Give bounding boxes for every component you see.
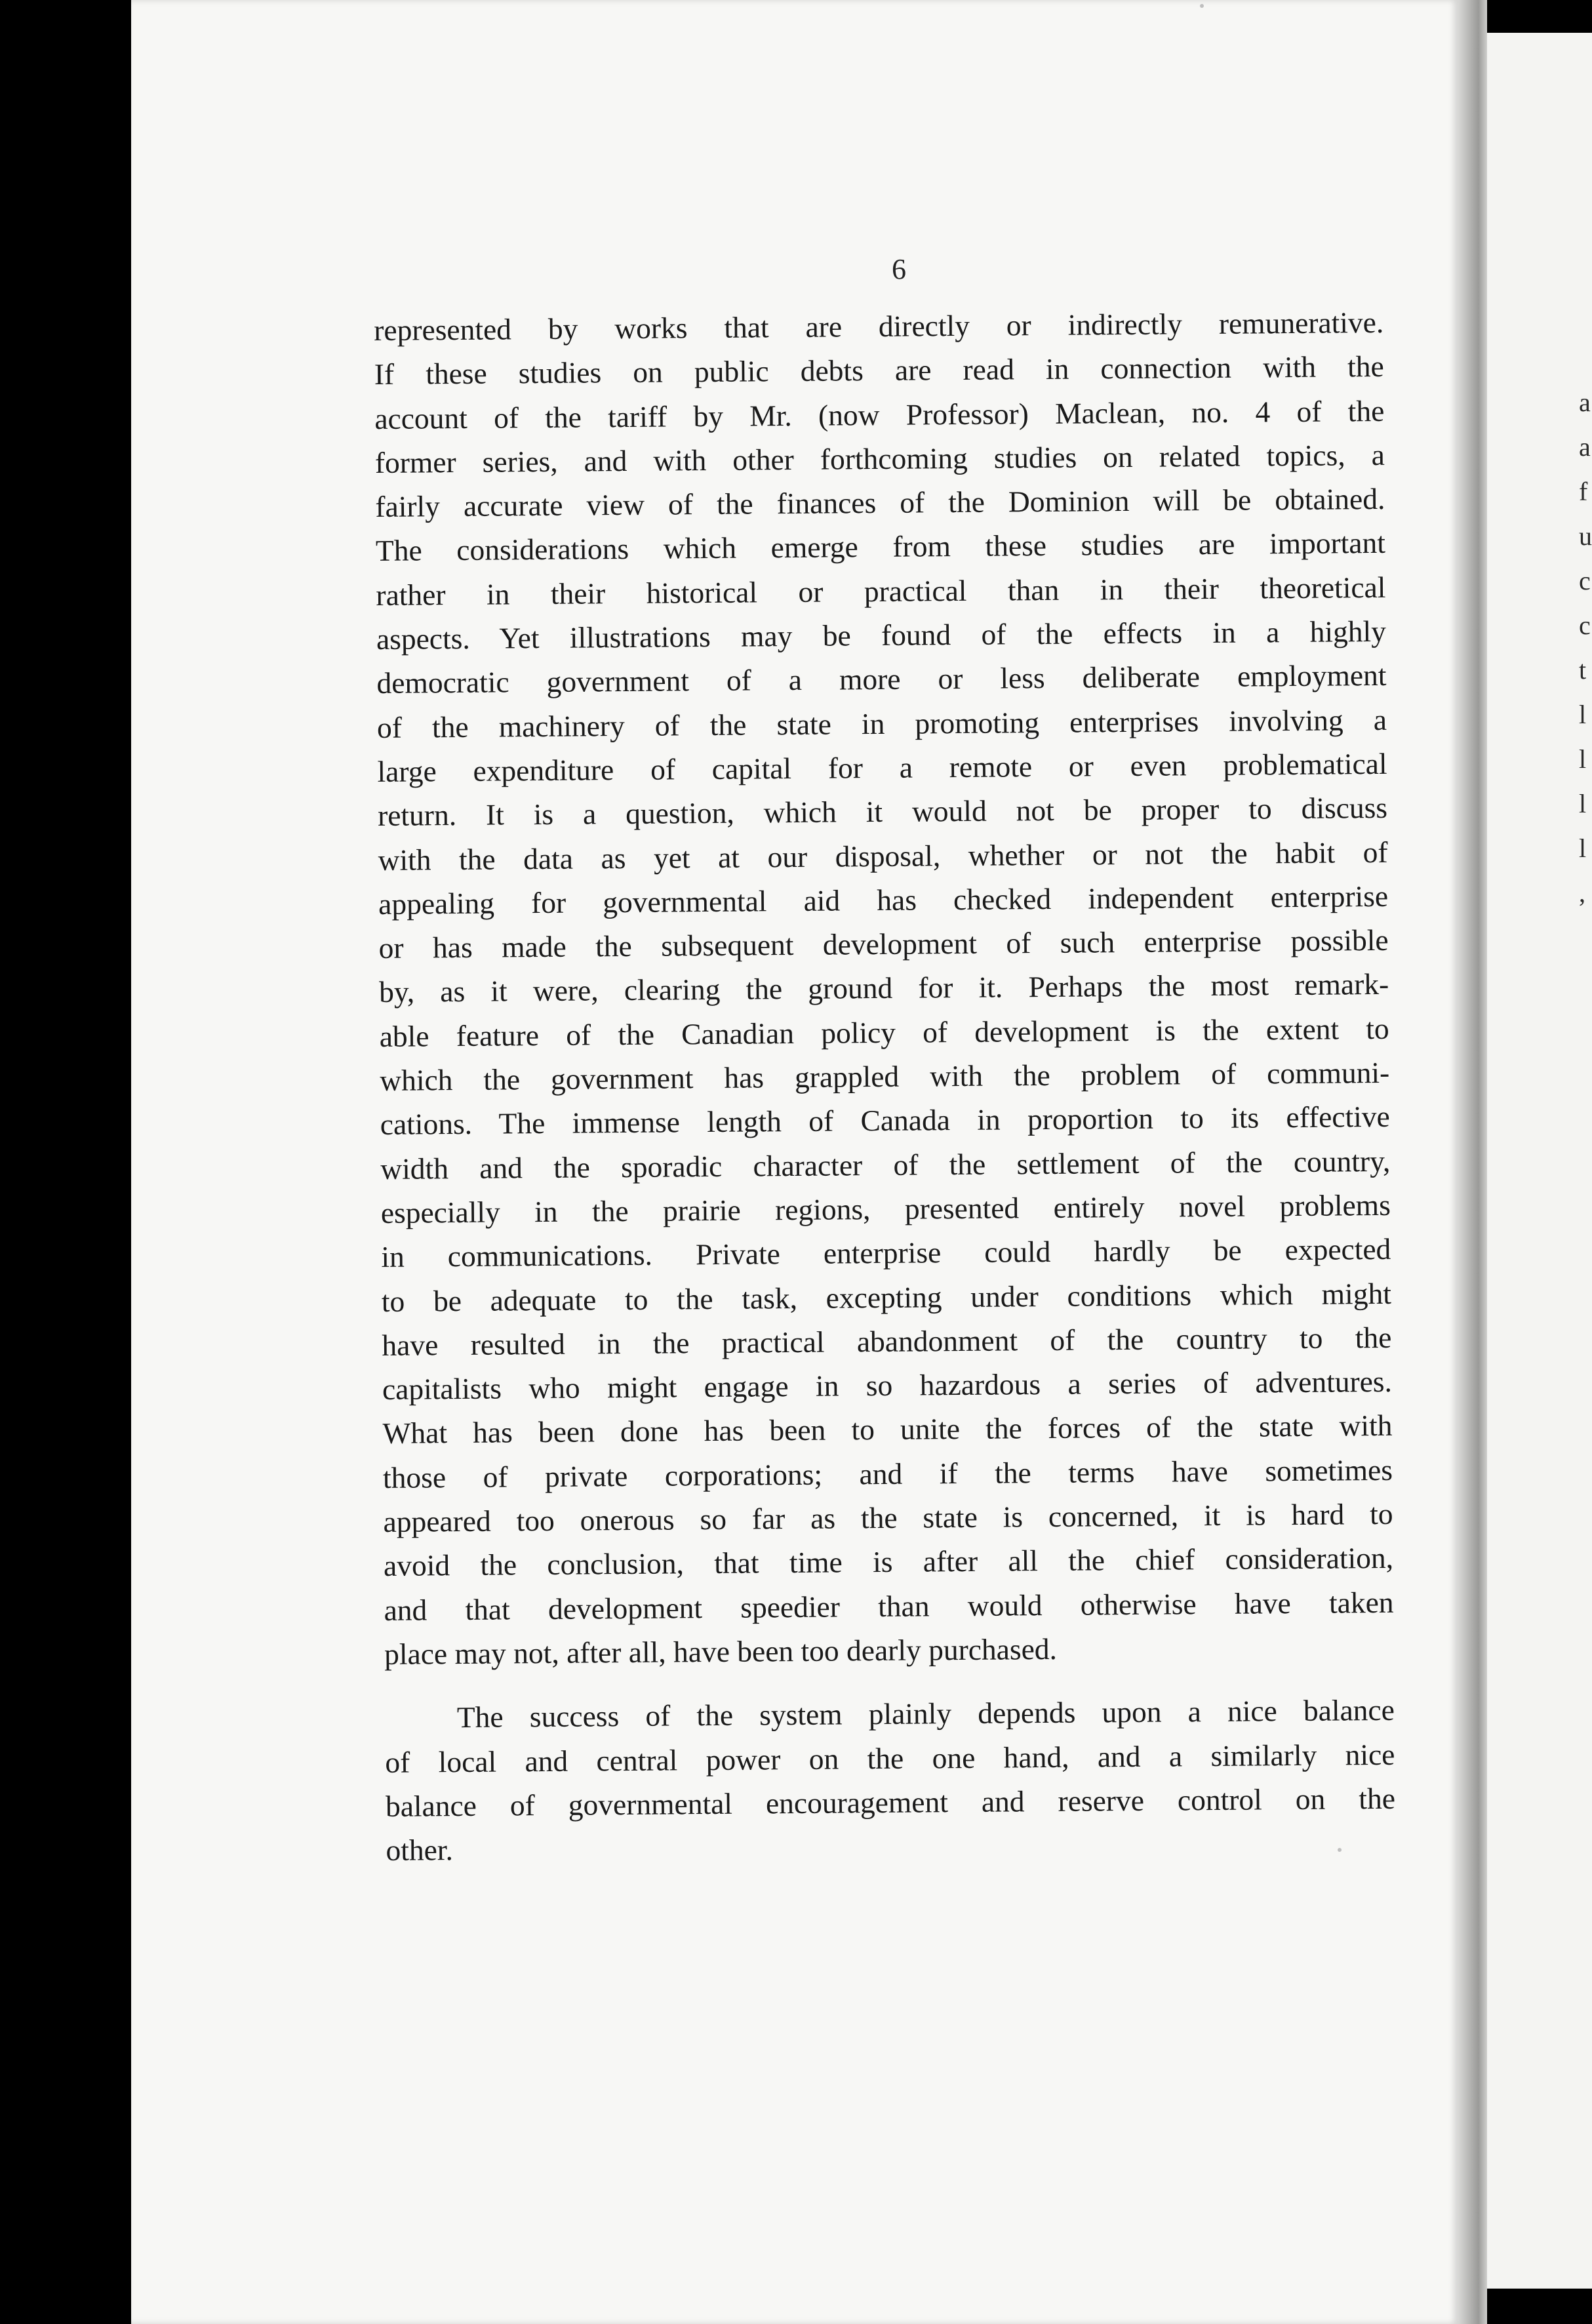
facing-page-letter: a — [1579, 388, 1591, 417]
text-line: in communications. Private enterprise could hardly be expected — [381, 1232, 1391, 1274]
text-line: of the machinery of the state in promoting enterprises involving a — [376, 702, 1387, 744]
text-line: or has made the subsequent development of such enterprise possible — [378, 923, 1389, 965]
text-line: appealing for governmental aid has checked independent enterprise — [378, 879, 1389, 921]
facing-page-edge — [1487, 33, 1592, 2289]
text-line: rather in their historical or practical than in their theoretical — [376, 570, 1386, 612]
paragraph-1 — [374, 300, 1394, 1676]
text-line: of local and central power on the one hand, and a similarly nice — [385, 1737, 1395, 1779]
paragraph-2 — [385, 1688, 1396, 1872]
text-line: which the government has grappled with the problem of communi- — [380, 1055, 1390, 1098]
facing-page-letter: c — [1579, 566, 1591, 595]
text-line: The considerations which emerge from these studies are important — [375, 526, 1386, 568]
text-line: those of private corporations; and if the terms have sometimes — [382, 1452, 1393, 1494]
text-line: The success of the system plainly depends upon a nice balance — [456, 1693, 1395, 1734]
text-line: have resulted in the practical abandonment of the country to the — [382, 1320, 1392, 1362]
text-line: able feature of the Canadian policy of development is the extent to — [379, 1011, 1389, 1053]
facing-page-letter: l — [1579, 744, 1587, 774]
text-line: other. — [386, 1833, 454, 1868]
text-line: cations. The immense length of Canada in proportion to its effective — [380, 1100, 1390, 1142]
text-line: represented by works that are directly or indirectly remunerative. — [374, 305, 1384, 347]
text-line: with the data as yet at our disposal, whether or not the habit of — [378, 835, 1388, 877]
text-line: aspects. Yet illustrations may be found of the effects in a highly — [376, 614, 1387, 656]
text-line: return. It is a question, which it would not be proper to discuss — [377, 791, 1388, 833]
facing-page-letter: a — [1579, 432, 1591, 462]
text-line: large expenditure of capital for a remote or even problematical — [377, 746, 1387, 788]
facing-page-letter: t — [1579, 655, 1587, 685]
text-line: place may not, after all, have been too dearly purchased. — [384, 1632, 1058, 1671]
text-line: to be adequate to the task, excepting under conditions which might — [381, 1276, 1392, 1318]
book-binding-gutter — [1458, 0, 1487, 2324]
text-line: democratic government of a more or less deliberate employment — [376, 658, 1387, 700]
facing-page-letter: u — [1579, 521, 1592, 551]
facing-page-letter: l — [1579, 700, 1587, 729]
text-line: width and the sporadic character of the settlement of the country, — [380, 1144, 1391, 1186]
text-line: and that development speedier than would otherwise have taken — [384, 1585, 1394, 1627]
facing-page-letter: f — [1579, 477, 1588, 506]
text-line: especially in the prairie regions, presented entirely novel problems — [380, 1188, 1391, 1230]
text-line: If these studies on public debts are read in connection with the — [374, 350, 1384, 391]
text-line: by, as it were, clearing the ground for it. Perhaps the most remark- — [378, 967, 1389, 1009]
facing-page-letter: , — [1579, 878, 1585, 908]
facing-page-letter: c — [1579, 611, 1591, 640]
page-speck — [1200, 4, 1204, 8]
facing-page-letter: l — [1579, 789, 1587, 818]
text-line: appeared too onerous so far as the state is concerned, it is hard to — [383, 1496, 1393, 1538]
page-speck — [1338, 1848, 1342, 1852]
text-line: capitalists who might engage in so hazardous a series of adventures. — [382, 1364, 1393, 1407]
text-line: balance of governmental encouragement and reserve control on the — [385, 1781, 1396, 1823]
text-line: What has been done has been to unite the forces of the state with — [382, 1409, 1393, 1451]
text-line: avoid the conclusion, that time is after all the chief consideration, — [383, 1541, 1394, 1583]
text-line: fairly accurate view of the finances of the Dominion will be obtained. — [375, 482, 1385, 524]
facing-page-text-fragments — [1579, 380, 1592, 915]
facing-page-letter: l — [1579, 833, 1587, 863]
page-number: 6 — [892, 253, 906, 285]
text-line: former series, and with other forthcoming studies on related topics, a — [374, 437, 1385, 479]
body-text — [374, 300, 1396, 1872]
text-line: account of the tariff by Mr. (now Professor) Maclean, no. 4 of the — [374, 393, 1385, 435]
